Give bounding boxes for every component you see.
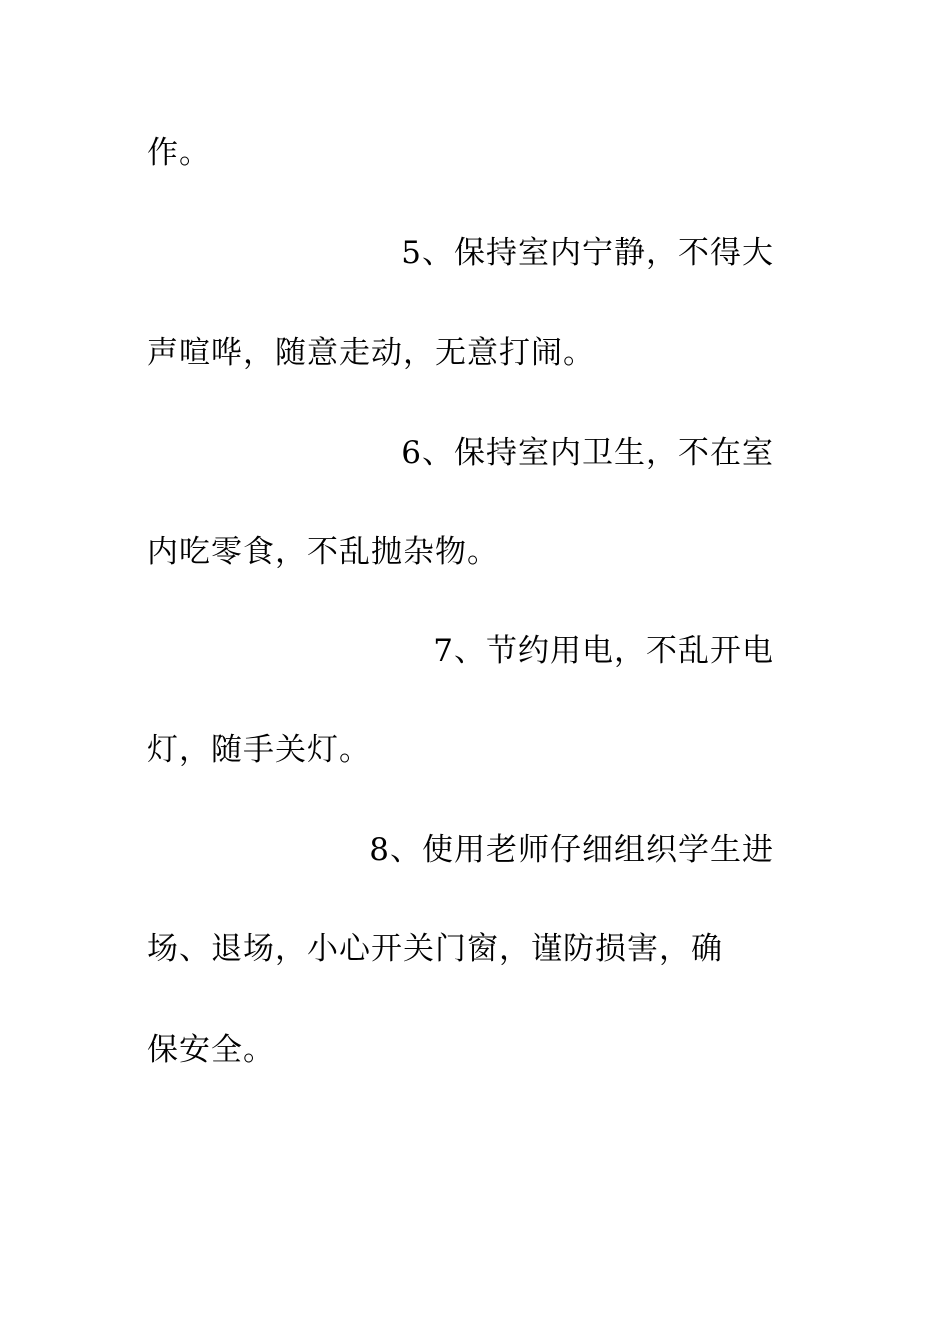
rule-8-continuation: 场、退场，小心开关门窗，谨防损害，确	[147, 931, 723, 967]
rule-7-continuation: 灯，随手关灯。	[147, 732, 371, 768]
rule-5-start: 5、保持室内宁静，不得大	[401, 235, 774, 271]
text-line-continuation: 作。	[147, 135, 211, 171]
rule-5-continuation: 声喧哗，随意走动，无意打闹。	[147, 335, 595, 371]
rule-8-end: 保安全。	[147, 1032, 275, 1068]
rule-6-continuation: 内吃零食，不乱抛杂物。	[147, 534, 499, 570]
rule-8-start: 8、使用老师仔细组织学生进	[369, 832, 774, 868]
rule-6-start: 6、保持室内卫生，不在室	[401, 435, 774, 471]
rule-7-start: 7、节约用电，不乱开电	[433, 633, 774, 669]
